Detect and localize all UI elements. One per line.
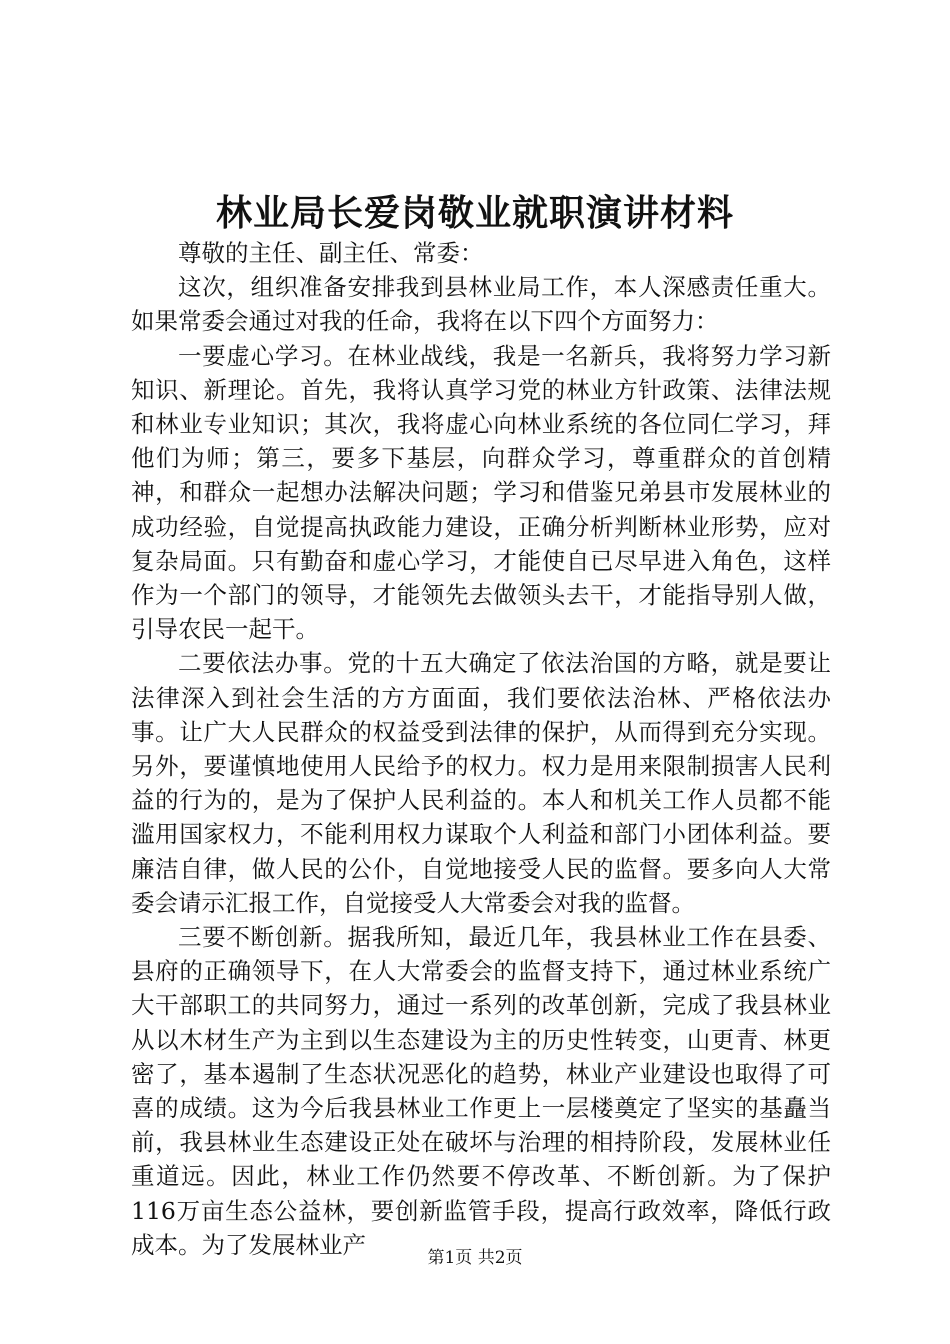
paragraph-innovation: 三要不断创新。据我所知，最近几年，我县林业工作在县委、县府的正确领导下，在人大常委会的监督支持下，通过林业系统广大干部职工的共同努力，通过一系列的改革创新，完成了我县林业从以木材生产为主到以生态建设为主的历史性转变，山更青、林更密了，基本遏制了生态状况恶化的趋势，林业产业建设也取得了可喜的成绩。这为今后我县林业工作更上一层楼奠定了坚实的基矗当前，我县林业生态建设正处在破坏与治理的相持阶段，发展林业任重道远。因此，林业工作仍然要不停改革、不断创新。为了保护116万亩生态公益林，要创新监管手段，提高行政效率，降低行政成本。为了发展林业产 — [131, 923, 831, 1259]
document-body — [131, 236, 831, 1262]
page-footer: 第1页 共2页 — [427, 1248, 523, 1268]
document-title: 林业局长爱岗敬业就职演讲材料 — [215, 192, 734, 234]
paragraph-intro: 这次，组织准备安排我到县林业局工作，本人深感责任重大。如果常委会通过对我的任命，我将在以下四个方面努力： — [131, 273, 831, 336]
paragraph-law: 二要依法办事。党的十五大确定了依法治国的方略，就是要让法律深入到社会生活的方方面面，我们要依法治林、严格依法办事。让广大人民群众的权益受到法律的保护，从而得到充分实现。另外，要谨慎地使用人民给予的权力。权力是用来限制损害人民利益的行为的，是为了保护人民利益的。本人和机关工作人员都不能滥用国家权力，不能利用权力谋取个人利益和部门小团体利益。要廉洁自律，做人民的公仆，自觉地接受人民的监督。要多向人大常委会请示汇报工作，自觉接受人大常委会对我的监督。 — [131, 649, 831, 917]
paragraph-learning: 一要虚心学习。在林业战线，我是一名新兵，我将努力学习新知识、新理论。首先，我将认真学习党的林业方针政策、法律法规和林业专业知识；其次，我将虚心向林业系统的各位同仁学习，拜他们为师；第三，要多下基层，向群众学习，尊重群众的首创精神，和群众一起想办法解决问题；学习和借鉴兄弟县市发展林业的成功经验，自觉提高执政能力建设，正确分析判断林业形势，应对复杂局面。只有勤奋和虚心学习，才能使自已尽早进入角色，这样作为一个部门的领导，才能领先去做领头去干，才能指导别人做，引导农民一起干。 — [131, 341, 831, 644]
salutation: 尊敬的主任、副主任、常委： — [178, 239, 484, 267]
